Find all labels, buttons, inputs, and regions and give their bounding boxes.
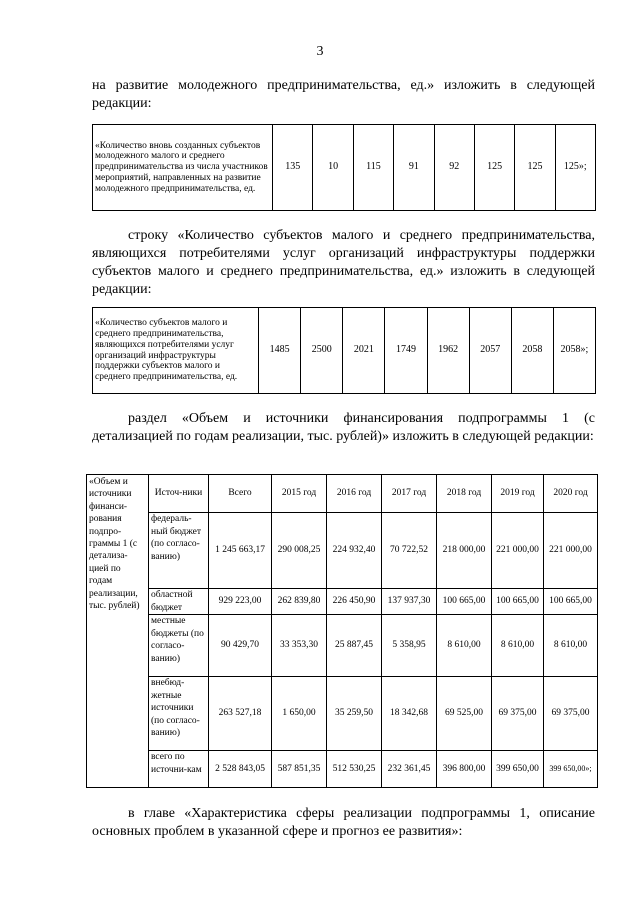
first-column-label: «Объем и источники финанси-рования подпро-граммы 1 (с детализа-цией по годам реализации, тыс. рублей)	[87, 475, 149, 788]
table-row	[93, 308, 596, 394]
value-cell: 115	[353, 125, 393, 211]
value-cell: 100 665,00	[544, 589, 598, 615]
value-cell: 226 450,90	[327, 589, 382, 615]
value-cell: 2057	[469, 308, 511, 394]
value-cell: 125	[474, 125, 514, 211]
value-cell: 218 000,00	[437, 513, 492, 589]
value-cell: 69 525,00	[437, 677, 492, 751]
value-cell: 263 527,18	[209, 677, 272, 751]
value-cell: 69 375,00	[544, 677, 598, 751]
value-cell: 399 650,00»;	[544, 751, 598, 788]
value-cell: 929 223,00	[209, 589, 272, 615]
table-youth-entrepreneurs	[92, 124, 596, 211]
table-row	[87, 513, 598, 589]
value-cell: 137 937,30	[382, 589, 437, 615]
paragraph-4: в главе «Характеристика сферы реализации подпрограммы 1, описание основных проблем в указанной сфере и прогноз ее развития»:	[92, 806, 595, 839]
value-cell: 1749	[385, 308, 427, 394]
value-cell: 221 000,00	[544, 513, 598, 589]
header-cell: Всего	[209, 475, 272, 513]
value-cell: 10	[313, 125, 353, 211]
value-cell: 396 800,00	[437, 751, 492, 788]
value-cell: 587 851,35	[272, 751, 327, 788]
value-cell: 70 722,52	[382, 513, 437, 589]
value-cell: 221 000,00	[492, 513, 544, 589]
value-cell: 100 665,00	[492, 589, 544, 615]
header-cell: Источ-ники	[149, 475, 209, 513]
table-row	[87, 589, 598, 615]
value-cell: 125	[515, 125, 555, 211]
value-cell: 1485	[259, 308, 301, 394]
row-label: «Количество вновь созданных субъектов молодежного малого и среднего предпринимательства из числа участников мероприятий, направленных на развитие молодежного предпринимательства, ед.	[93, 125, 273, 211]
value-cell: 90 429,70	[209, 615, 272, 677]
value-cell: 91	[394, 125, 434, 211]
value-cell: 5 358,95	[382, 615, 437, 677]
source-cell: федераль-ный бюджет (по согласо-ванию)	[149, 513, 209, 589]
header-cell: 2016 год	[327, 475, 382, 513]
table-row	[93, 125, 596, 211]
value-cell: 8 610,00	[492, 615, 544, 677]
table-header-row	[87, 475, 598, 513]
value-cell: 262 839,80	[272, 589, 327, 615]
header-cell: 2020 год	[544, 475, 598, 513]
value-cell: 399 650,00	[492, 751, 544, 788]
paragraph-2: строку «Количество субъектов малого и среднего предпринимательства, являющихся потребителями услуг организаций инфраструктуры поддержки субъектов малого и среднего предпринимательства, ед.» изложить в следующей редакции:	[92, 228, 595, 297]
table-row	[87, 751, 598, 788]
header-cell: 2018 год	[437, 475, 492, 513]
source-cell: всего по источни-кам	[149, 751, 209, 788]
value-cell: 1962	[427, 308, 469, 394]
row-label: «Количество субъектов малого и среднего предпринимательства, являющихся потребителями услуг организаций инфраструктуры поддержки субъектов малого и среднего предпринимательства, ед.	[93, 308, 259, 394]
value-cell: 2058	[511, 308, 553, 394]
table-financing	[86, 474, 598, 788]
page-number: 3	[316, 44, 324, 59]
table-row	[87, 677, 598, 751]
value-cell: 125»;	[555, 125, 595, 211]
table-infrastructure-consumers	[92, 307, 596, 394]
value-cell: 224 932,40	[327, 513, 382, 589]
header-cell: 2019 год	[492, 475, 544, 513]
paragraph-3: раздел «Объем и источники финансирования подпрограммы 1 (с детализацией по годам реализации, тыс. рублей)» изложить в следующей редакции:	[92, 411, 595, 444]
source-cell: областной бюджет	[149, 589, 209, 615]
value-cell: 1 650,00	[272, 677, 327, 751]
header-cell: 2015 год	[272, 475, 327, 513]
header-cell: 2017 год	[382, 475, 437, 513]
value-cell: 18 342,68	[382, 677, 437, 751]
value-cell: 135	[273, 125, 313, 211]
source-cell: местные бюджеты (по согласо-ванию)	[149, 615, 209, 677]
value-cell: 33 353,30	[272, 615, 327, 677]
value-cell: 290 008,25	[272, 513, 327, 589]
value-cell: 512 530,25	[327, 751, 382, 788]
value-cell: 2500	[301, 308, 343, 394]
value-cell: 100 665,00	[437, 589, 492, 615]
table-row	[87, 615, 598, 677]
value-cell: 92	[434, 125, 474, 211]
value-cell: 232 361,45	[382, 751, 437, 788]
source-cell: внебюд-жетные источники (по согласо-ванию)	[149, 677, 209, 751]
value-cell: 25 887,45	[327, 615, 382, 677]
value-cell: 1 245 663,17	[209, 513, 272, 589]
value-cell: 35 259,50	[327, 677, 382, 751]
value-cell: 69 375,00	[492, 677, 544, 751]
value-cell: 8 610,00	[544, 615, 598, 677]
value-cell: 8 610,00	[437, 615, 492, 677]
paragraph-1: на развитие молодежного предпринимательства, ед.» изложить в следующей редакции:	[92, 78, 595, 111]
value-cell: 2058»;	[553, 308, 595, 394]
value-cell: 2 528 843,05	[209, 751, 272, 788]
value-cell: 2021	[343, 308, 385, 394]
